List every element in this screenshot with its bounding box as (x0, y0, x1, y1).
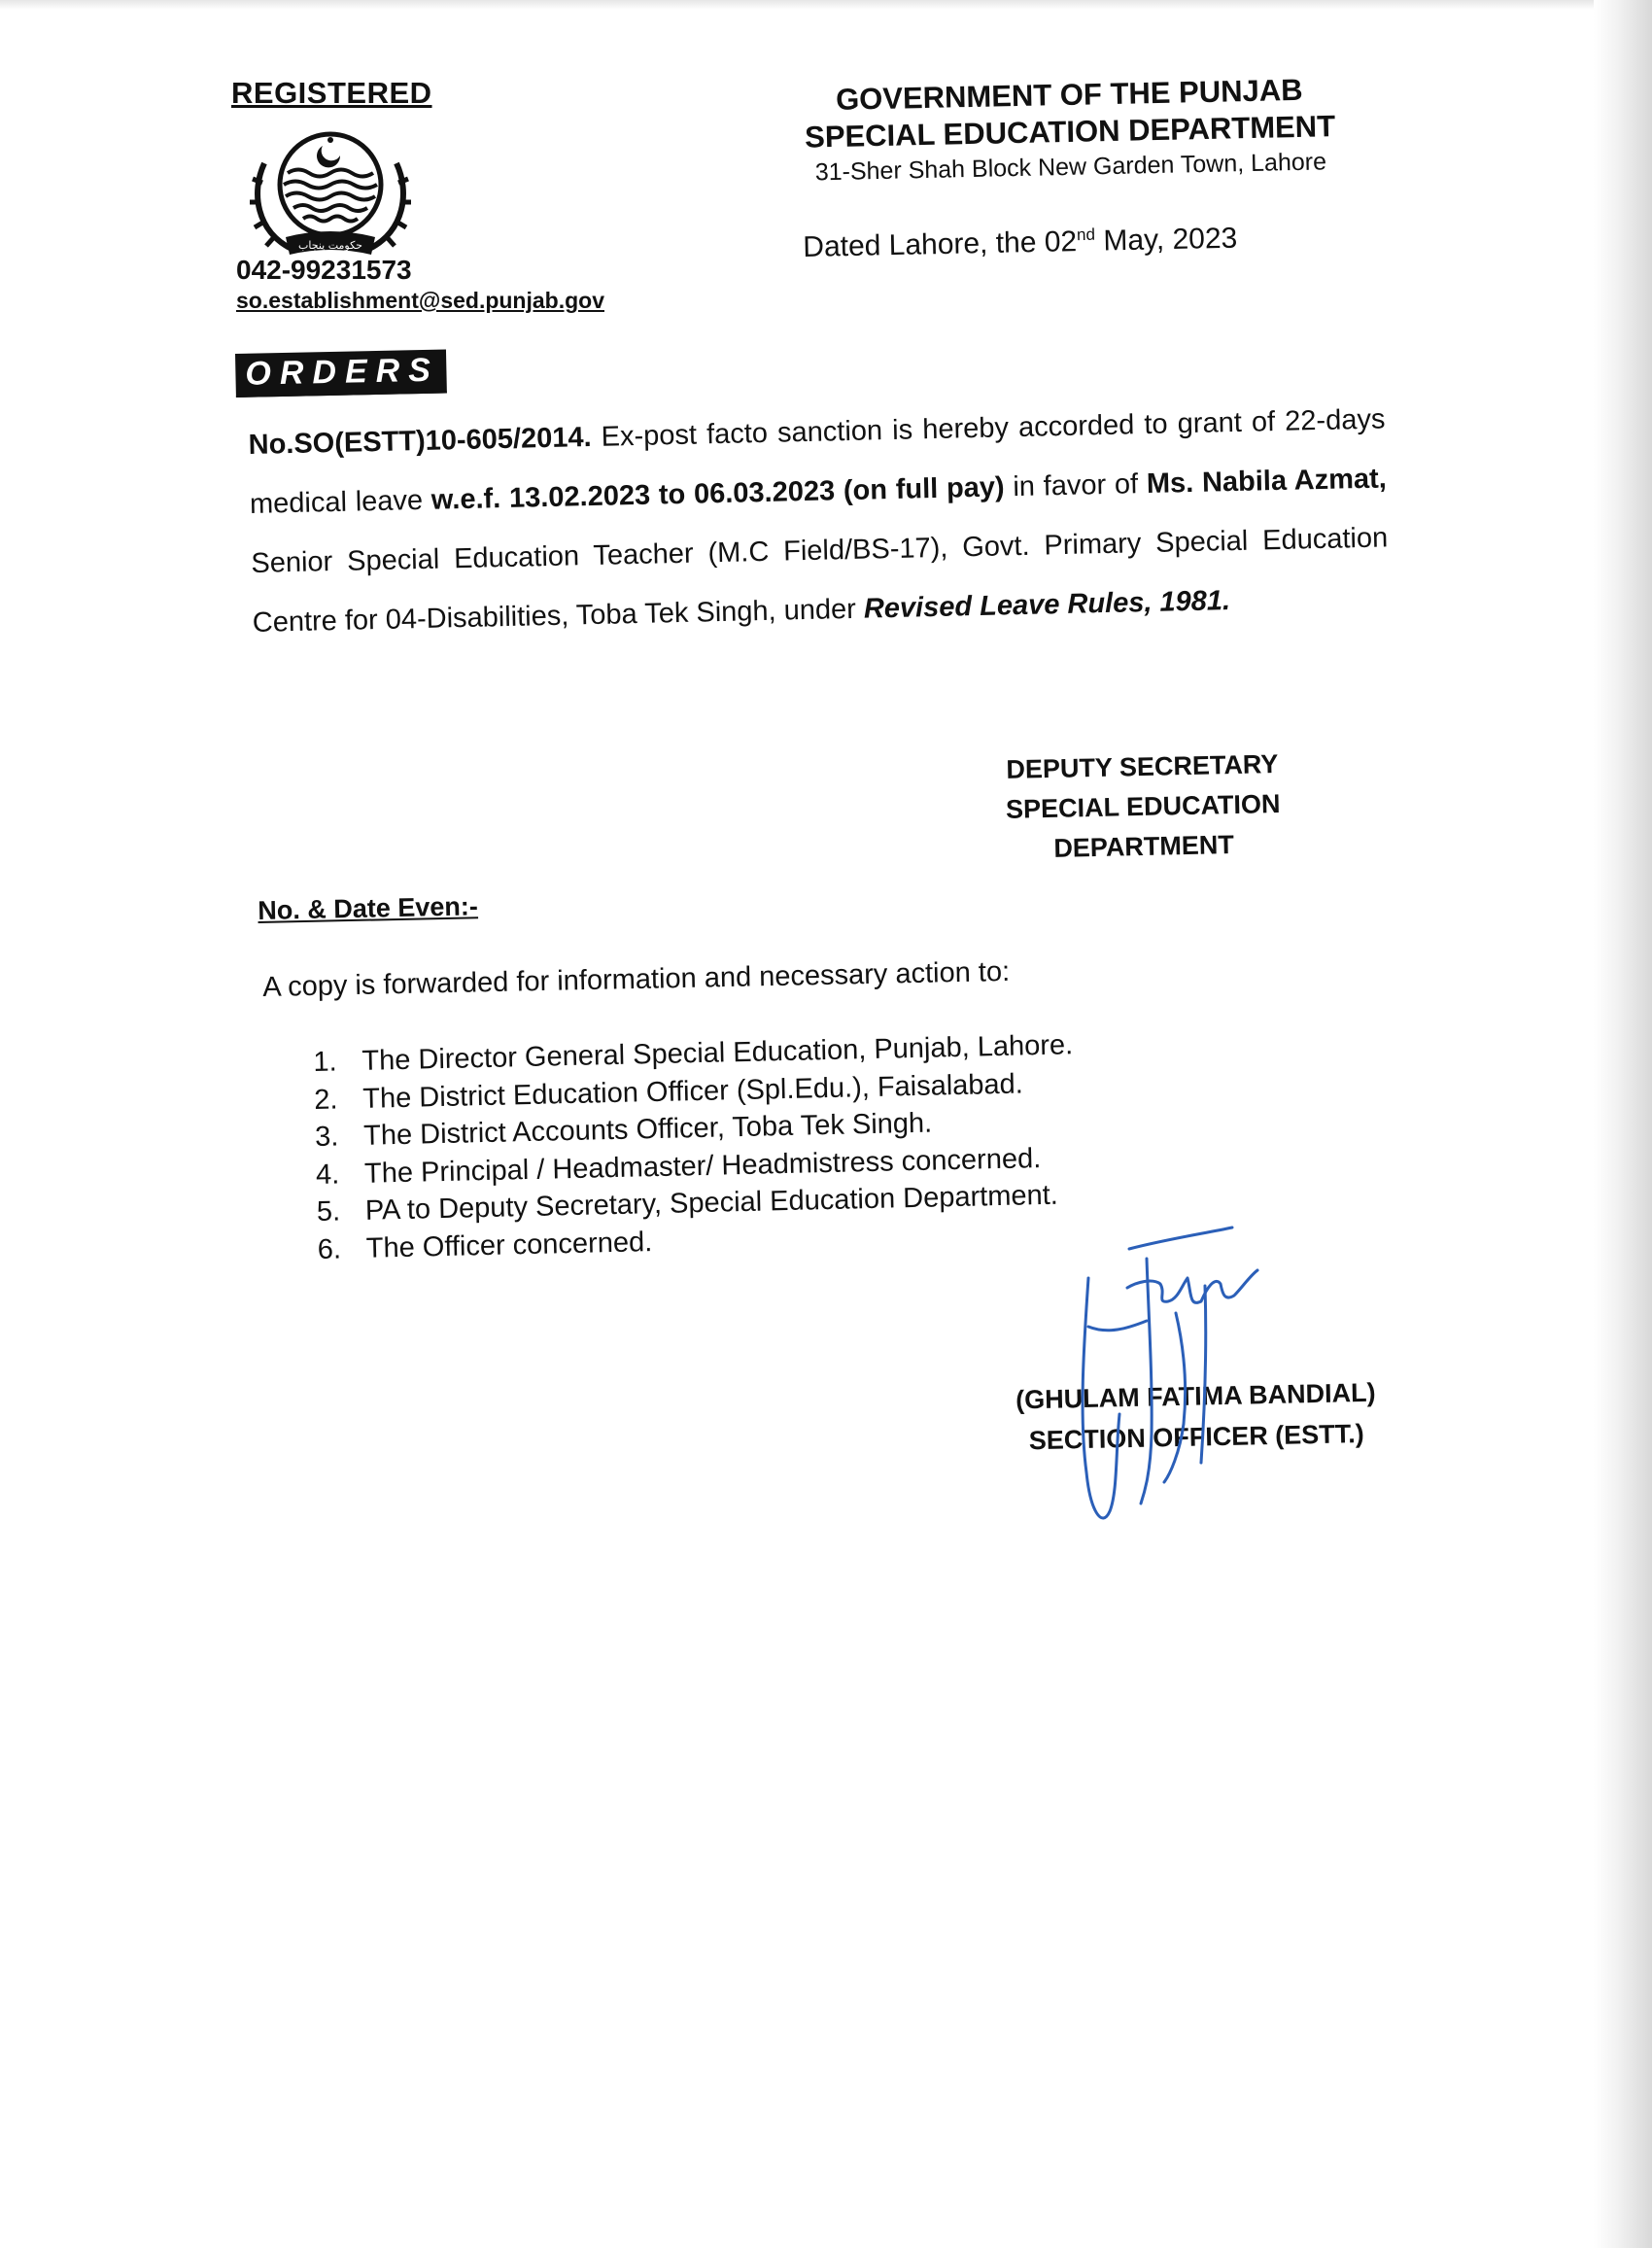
list-item-text: The Director General Special Education, Punjab, Lahore. (361, 1029, 1074, 1077)
list-item-number: 4. (315, 1158, 340, 1191)
contact-email: so.establishment@sed.punjab.gov (236, 288, 604, 313)
letterhead-heading (739, 70, 1401, 190)
orders-heading: ORDERS (235, 349, 447, 398)
signatory-name: (GHULAM FATIMA BANDIAL) (1015, 1377, 1376, 1415)
punjab-emblem-icon (243, 124, 418, 260)
list-item-number: 2. (313, 1083, 338, 1116)
signatory-designation: SECTION OFFICER (ESTT.) (1028, 1418, 1365, 1456)
recipient-list (313, 1026, 1078, 1268)
list-item-number: 1. (313, 1046, 337, 1078)
dated-line (803, 223, 1238, 264)
list-item-text: The Officer concerned. (365, 1226, 653, 1264)
deputy-secretary-block (1001, 744, 1286, 870)
registered-label: REGISTERED (231, 76, 432, 110)
deputy-secretary-line-1: DEPUTY SECRETARY (1006, 749, 1279, 784)
order-number: No.SO(ESTT)10-605/2014. (248, 421, 592, 461)
copy-forwarded-text: A copy is forwarded for information and necessary action to: (262, 955, 1011, 1003)
contact-phone: 042-99231573 (236, 255, 412, 285)
order-employee-name: Ms. Nabila Azmat, (1146, 463, 1388, 501)
list-item-text: The District Education Officer (Spl.Edu.), Faisalabad. (361, 1067, 1024, 1115)
order-text-1: Ex-post facto sanction is hereby accorded to grant of 22-days medical leave (249, 403, 1386, 520)
list-item-number: 5. (316, 1195, 341, 1228)
order-rules: Revised Leave Rules, 1981. (863, 585, 1231, 625)
dated-suffix: May, 2023 (1094, 222, 1238, 258)
list-item-text: PA to Deputy Secretary, Special Education Department. (364, 1179, 1059, 1227)
department-address: 31-Sher Shah Block New Garden Town, Lahore (814, 148, 1327, 187)
deputy-secretary-line-3: DEPARTMENT (1053, 830, 1235, 863)
scan-edge-right (1594, 0, 1652, 2248)
order-paragraph (248, 390, 1390, 652)
deputy-secretary-line-2: SPECIAL EDUCATION (1005, 788, 1281, 824)
order-text-2: in favor of (1004, 468, 1148, 503)
scan-edge-top (0, 0, 1652, 10)
government-title: GOVERNMENT OF THE PUNJAB (835, 72, 1303, 117)
department-title: SPECIAL EDUCATION DEPARTMENT (804, 109, 1336, 155)
list-item-number: 3. (314, 1121, 339, 1153)
list-item-text: The District Accounts Officer, Toba Tek Singh. (362, 1107, 933, 1152)
emblem-banner-text: حکومت پنجاب (298, 239, 362, 252)
dated-prefix: Dated Lahore, the 02 (803, 225, 1078, 263)
date-even-heading: No. & Date Even:- (258, 891, 479, 925)
dated-ordinal: nd (1076, 225, 1096, 245)
list-item-text: The Principal / Headmaster/ Headmistress concerned. (363, 1142, 1042, 1190)
list-item-number: 6. (317, 1232, 342, 1265)
order-text-3: Senior Special Education Teacher (M.C Field/BS-17), Govt. Primary Special Education Centre for 04-Disabilities, Toba Tek Singh, under (251, 522, 1389, 639)
order-leave-period: w.e.f. 13.02.2023 to 06.03.2023 (on full pay) (430, 471, 1005, 516)
handwritten-signature (1059, 1220, 1312, 1531)
